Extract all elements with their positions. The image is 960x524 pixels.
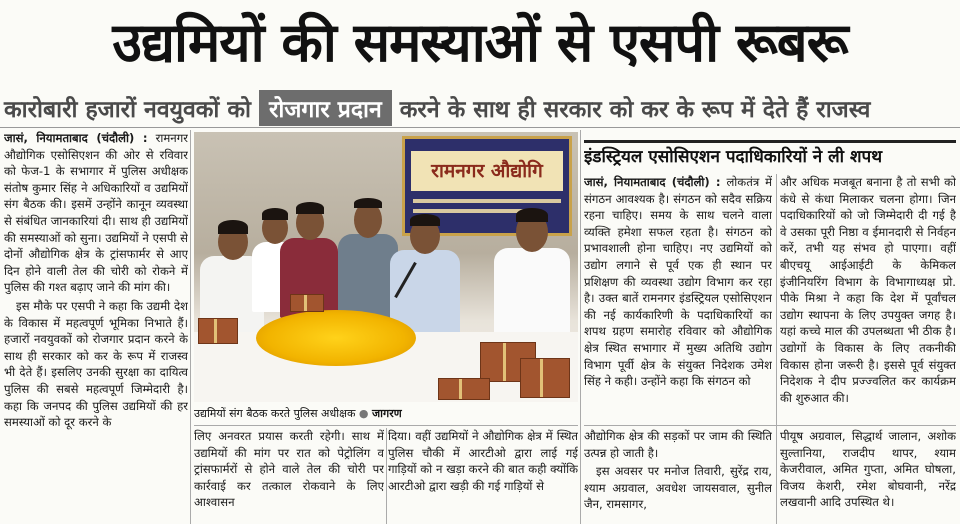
row-divider	[584, 425, 956, 426]
main-column-4-text-b: इस अवसर पर मनोज तिवारी, सुरेंद्र राय, श्याम अग्रवाल, अवधेश जायसवाल, सुनील जैन, रामसागर,	[584, 464, 772, 512]
caption-separator: ●	[358, 407, 369, 420]
column-divider	[776, 174, 777, 524]
main-story-column-3	[388, 428, 578, 524]
subhead-part-2: करने के साथ ही सरकार को कर के रूप में देते हैं राजस्व	[399, 96, 871, 123]
main-column-3-text: दिया। वहीं उद्यमियों ने औद्योगिक क्षेत्र में स्थित पुलिस चौकी में आरटीओ द्वारा लाई गई गाड़ियों को न खड़ा करने की बात कही क्योंकि आरटीओ द्वारा खड़ी की गई गाड़ियों से	[388, 429, 578, 493]
second-column-2-text: और अधिक मजबूत बनाना है तो सभी को कंधे से कंधा मिलाकर चलना होगा। जिन पदाधिकारियों को जो जिम्मेदारी दी गई है वे उसका पूरी निष्ठा व ईमानदारी से निर्वहन करें, तभी यह संभव हो पाएगा। वहीं बीएचयू आईआईटी के केमिकल इंजीनियरिंग विभाग के विभागाध्यक्ष प्रो. पीके मिश्रा ने कहा कि देश में पूर्वांचल उद्योग स्थापना के लिए उपयुक्त जगह है। यहां कच्चे माल की उपलब्धता भी ठीक है। उद्योगों के विकास के लिए तकनीकी विकास होना जरूरी है। इससे पूर्व संयुक्त निदेशक ने दीप प्रज्ज्वलित कर कार्यक्रम की शुरुआत की।	[780, 175, 956, 405]
caption-text: उद्यमियों संग बैठक करते पुलिस अधीक्षक	[194, 407, 356, 420]
banner-line	[413, 209, 533, 213]
caption-source: जागरण	[372, 407, 402, 420]
second-dateline: जासं, नियामताबाद (चंदौली) :	[584, 175, 721, 189]
subhead-part-1: कारोबारी हजारों नवयुवकों को	[4, 96, 251, 123]
main-column-4-text: औद्योगिक क्षेत्र की सड़कों पर जाम की स्थिति उत्पन्न हो जाती है।	[584, 429, 772, 460]
row-divider	[194, 425, 578, 426]
main-column-5-text: पीयूष अग्रवाल, सिद्धार्थ जालान, अशोक सुल्तानिया, राजदीप थापर, श्याम केजरीवाल, अमित गुप्ता, अमित घोषला, विजय केशरी, रमेश बोघवानी, नरेंद्र लखवानी आदि उपस्थित थे।	[780, 429, 956, 510]
main-story-column-5	[780, 428, 956, 524]
banner-line	[413, 199, 561, 203]
second-story-column-2	[780, 174, 956, 422]
main-story-column-1	[4, 130, 188, 524]
second-column-1-text: लोकतंत्र में संगठन आवश्यक है। संगठन को सदैव सक्रिय रहना चाहिए। समय के साथ चलने वाला व्यक्ति हमेशा सफल रहता है। संगठन को प्रभावशाली होना चाहिए। नए उद्यमियों को उद्योग लगाने से पूर्व एक ही स्थान पर प्रशिक्षण की व्यवस्था उद्योग विभाग कर रहा है। उक्त बातें रामनगर इंडस्ट्रियल एसोसिएशन की नई कार्यकारिणी के पदाधिकारियों का शपथ ग्रहण समारोह रविवार को औद्योगिक क्षेत्र स्थित सभागार में मुख्य अतिथि उद्योग विभाग पूर्वी क्षेत्र के संयुक्त निदेशक उमेश सिंह ने कही। उन्होंने कहा कि संगठन को	[584, 175, 772, 389]
photo-caption	[194, 404, 578, 424]
main-paragraph-2: इस मौके पर एसपी ने कहा कि उद्यमी देश के विकास में महत्वपूर्ण भूमिका निभाते हैं। हजारों नवयुवकों को रोजगार प्रदान करने के साथ ही सरकार को कर के रूप में राजस्व भी देते हैं। इसलिए उनकी सुरक्षा का दायित्व पुलिस की सबसे महत्वपूर्ण जिम्मेदारी है। कहा कि जनपद की पुलिस उद्यमियों की हर समस्याओं को दूर करने के	[4, 298, 188, 430]
main-column-2-text: लिए अनवरत प्रयास करती रहेगी। साथ में उद्यमियों की मांग पर रात को पेट्रोलिंग व ट्रांसफार्मरों से होने वाले तेल की चोरी पर कार्रवाई कर तत्काल रोकवाने के लिए आश्वासन	[194, 429, 384, 510]
gift-box	[198, 318, 238, 344]
gift-box	[290, 294, 324, 312]
flower-decoration	[256, 310, 416, 366]
gift-box	[438, 378, 490, 400]
second-story-column-1	[584, 174, 772, 422]
main-story-column-2	[194, 428, 384, 524]
second-story-headline: इंडस्ट्रियल एसोसिएशन पदाधिकारियों ने ली शपथ	[584, 140, 956, 170]
subhead-highlight: रोजगार प्रदान	[259, 90, 392, 126]
event-photo	[194, 132, 578, 402]
main-story-column-4	[584, 428, 772, 524]
column-divider	[190, 130, 191, 524]
page-headline: उद्यमियों की समस्याओं से एसपी रूबरू	[112, 11, 848, 74]
main-paragraph-1: रामनगर औद्योगिक एसोसिएशन की ओर से रविवार को फेज-1 के सभागार में पुलिस अधीक्षक संतोष कुमार सिंह ने अधिकारियों व उद्यमियों संग बैठक की। इसमें उन्होंने कानून व्यवस्था से संबंधित जानकारियां दी। साथ ही उद्यमियों की समस्याओं को सुना। उद्यमियों ने एसपी से दोनों औद्योगिक क्षेत्र के ट्रांसफार्मर से आए दिन होने वाली तेल की चोरी को रोकने में पुलिस की गश्त बढ़ाए जाने की मांग की।	[4, 131, 188, 295]
column-divider	[580, 130, 581, 524]
photo-banner-text: रामनगर औद्योगि	[411, 151, 563, 191]
subheadline	[0, 88, 960, 128]
gift-box	[520, 358, 570, 398]
main-dateline: जासं, नियामताबाद (चंदौली) :	[4, 131, 148, 145]
column-divider	[386, 428, 387, 524]
